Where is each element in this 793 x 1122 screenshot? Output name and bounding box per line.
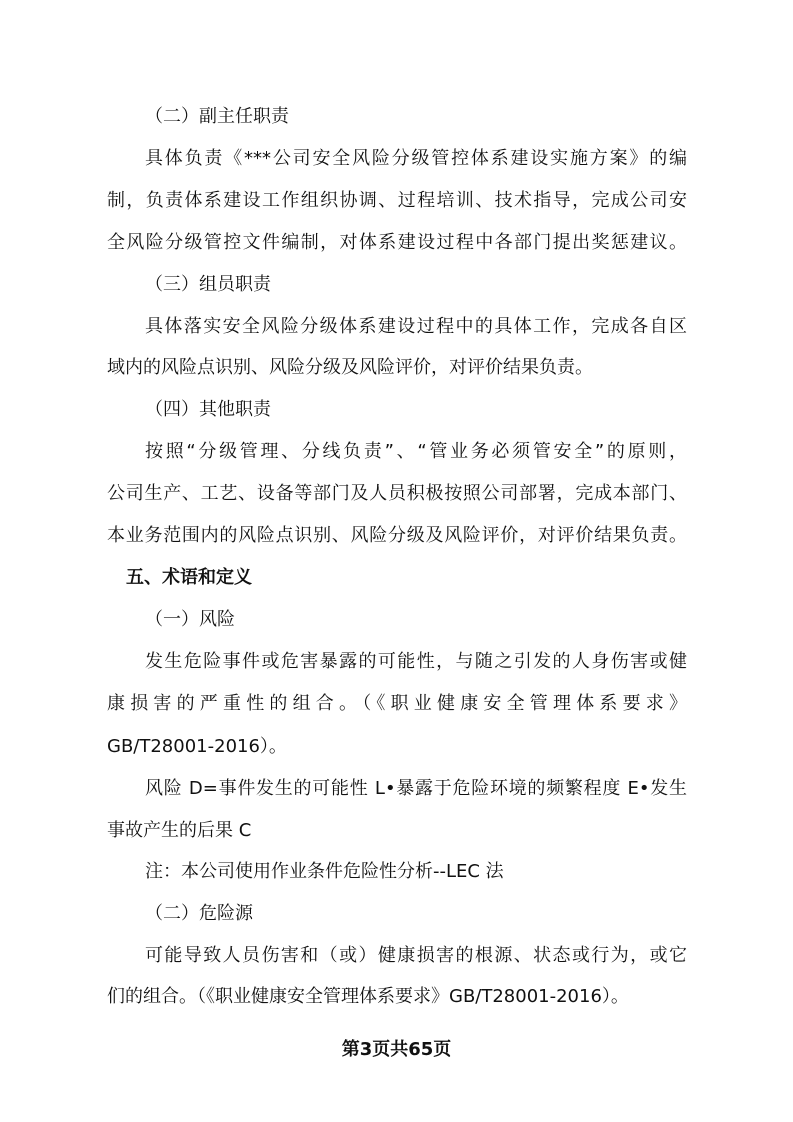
page-number: 第3页共65页 [341,1039,452,1060]
subheading: （四）其他职责 [145,399,271,420]
section-heading: 五、术语和定义 [126,567,252,588]
paragraph-line: 公司生产、工艺、设备等部门及人员积极按照公司部署，完成本部门、 [107,483,687,504]
subheading: （一）风险 [145,609,235,630]
paragraph-line: 全风险分级管控文件编制，对体系建设过程中各部门提出奖惩建议。 [107,232,687,253]
paragraph-line: 可能导致人员伤害和（或）健康损害的根源、状态或行为，或它 [145,945,687,966]
paragraph-line: 康损害的严重性的组合。（《职业健康安全管理体系要求》 [107,693,687,714]
note-line: 注：本公司使用作业条件危险性分析--LEC 法 [145,861,504,882]
subheading: （三）组员职责 [145,274,271,295]
subheading: （二）副主任职责 [145,106,289,127]
formula-line: 风险 D=事件发生的可能性 L•暴露于危险环境的频繁程度 E•发生 [145,778,687,799]
paragraph-line: 具体负责《***公司安全风险分级管控体系建设实施方案》的编 [145,148,687,169]
paragraph-line: 发生危险事件或危害暴露的可能性，与随之引发的人身伤害或健 [145,651,687,672]
paragraph-line: 本业务范围内的风险点识别、风险分级及风险评价，对评价结果负责。 [107,525,687,546]
paragraph-line: GB/T28001-2016）。 [107,736,287,757]
paragraph-line: 域内的风险点识别、风险分级及风险评价，对评价结果负责。 [107,357,593,378]
paragraph-line: 具体落实安全风险分级体系建设过程中的具体工作，完成各自区 [145,316,687,337]
paragraph-line: 制，负责体系建设工作组织协调、过程培训、技术指导，完成公司安 [107,190,687,211]
paragraph-line: 按照“分级管理、分线负责”、“管业务必须管安全”的原则， [145,441,687,462]
paragraph-line: 们的组合。（《职业健康安全管理体系要求》GB/T28001-2016）。 [107,986,629,1007]
formula-line: 事故产生的后果 C [107,820,252,841]
subheading: （二）危险源 [145,903,253,924]
